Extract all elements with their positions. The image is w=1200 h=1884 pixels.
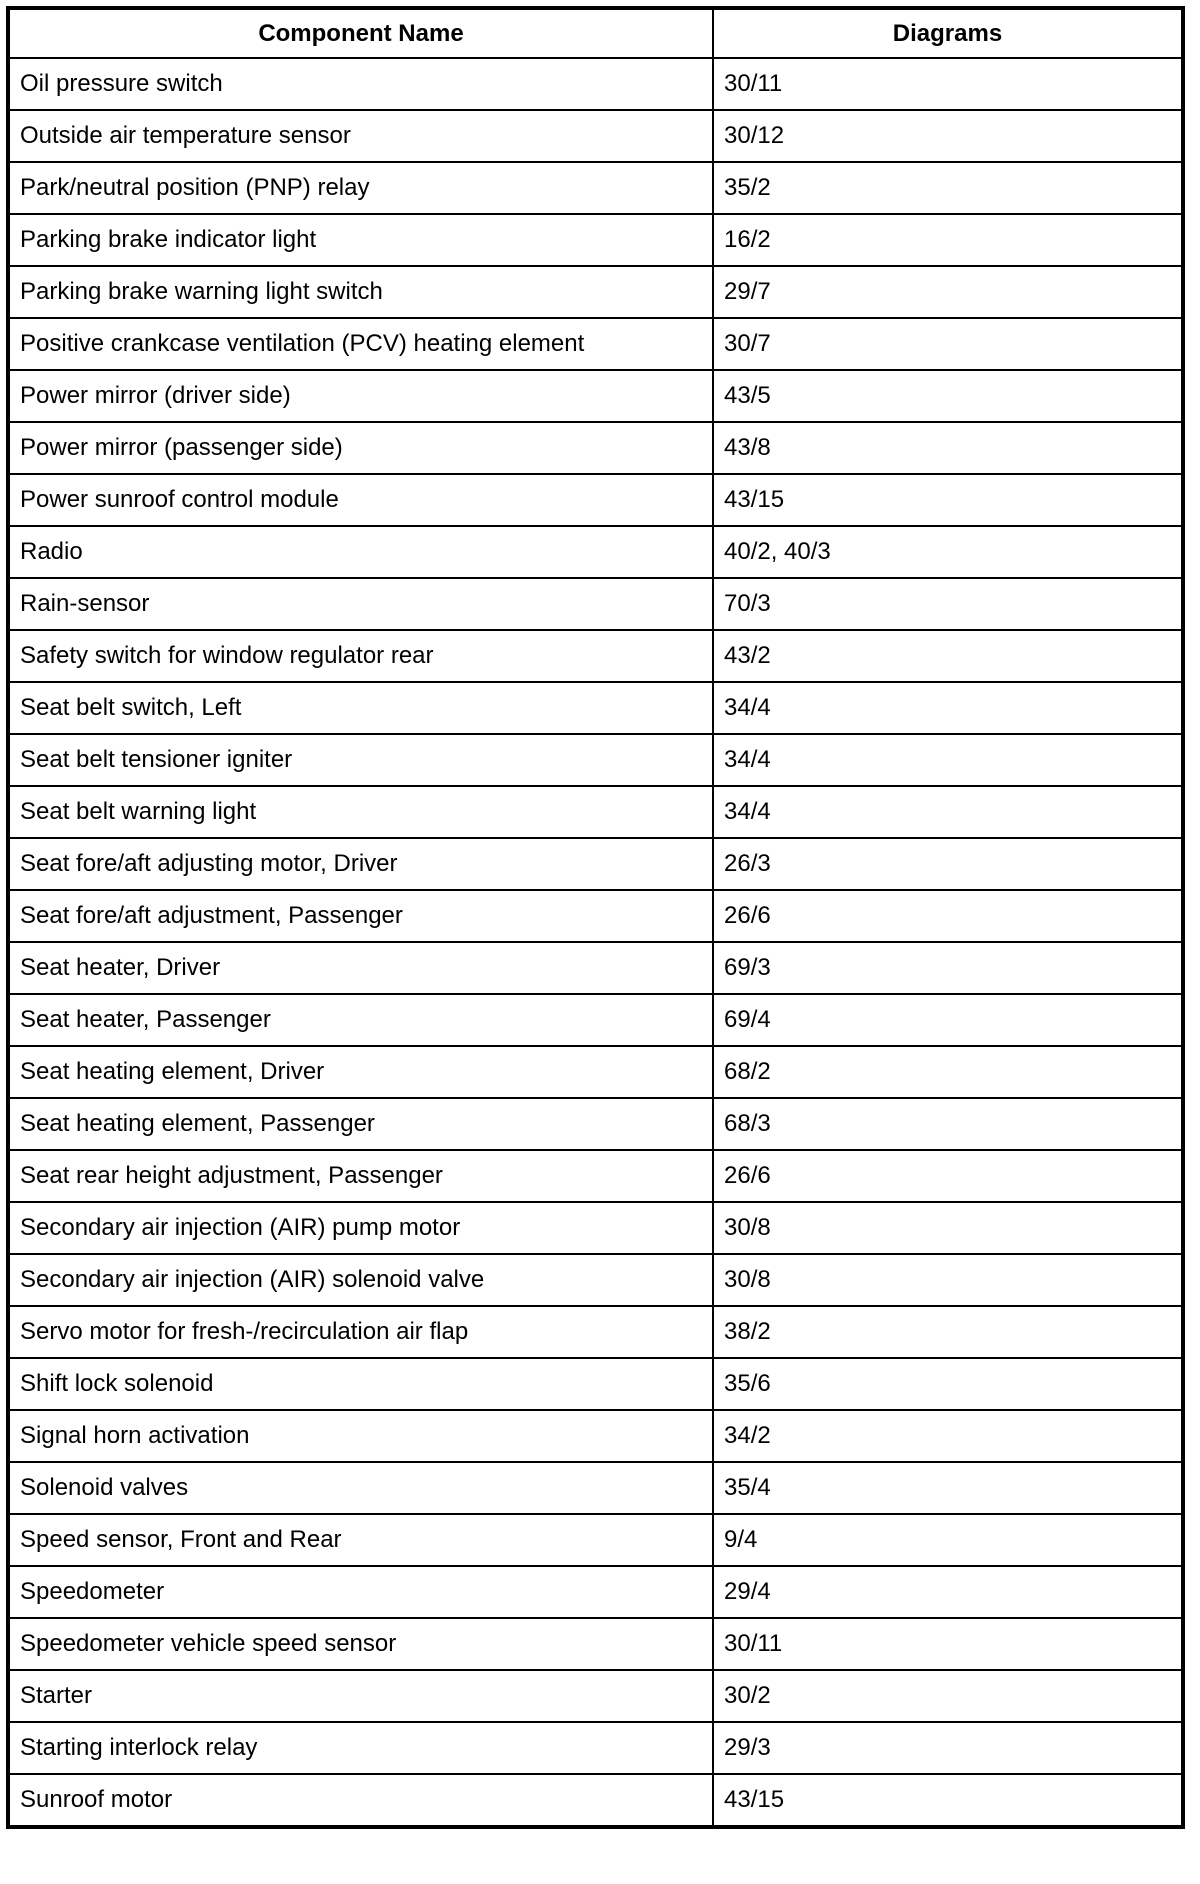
diagrams-cell: 68/2 [713,1046,1183,1098]
table-row [8,1306,1183,1358]
component-name-cell: Power mirror (driver side) [8,370,713,422]
diagrams-cell: 40/2, 40/3 [713,526,1183,578]
component-name-cell: Sunroof motor [8,1774,713,1827]
table-row [8,1098,1183,1150]
diagrams-cell: 43/5 [713,370,1183,422]
diagrams-cell: 29/4 [713,1566,1183,1618]
table-row [8,318,1183,370]
component-name-cell: Solenoid valves [8,1462,713,1514]
table-row [8,578,1183,630]
table-row [8,214,1183,266]
component-name-cell: Speedometer [8,1566,713,1618]
component-name-cell: Starter [8,1670,713,1722]
diagrams-cell: 34/4 [713,682,1183,734]
diagrams-cell: 43/15 [713,1774,1183,1827]
table-row [8,786,1183,838]
diagrams-cell: 9/4 [713,1514,1183,1566]
component-name-cell: Parking brake warning light switch [8,266,713,318]
table-row [8,890,1183,942]
diagrams-cell: 30/2 [713,1670,1183,1722]
table-row [8,1410,1183,1462]
header-row [8,8,1183,58]
component-name-cell: Servo motor for fresh-/recirculation air flap [8,1306,713,1358]
table-row [8,734,1183,786]
table-row [8,1462,1183,1514]
table-row [8,1046,1183,1098]
component-name-cell: Positive crankcase ventilation (PCV) heating element [8,318,713,370]
table-row [8,838,1183,890]
component-name-cell: Seat heating element, Driver [8,1046,713,1098]
diagrams-cell: 30/11 [713,1618,1183,1670]
diagrams-cell: 68/3 [713,1098,1183,1150]
component-name-cell: Power sunroof control module [8,474,713,526]
diagrams-cell: 43/8 [713,422,1183,474]
diagrams-cell: 34/4 [713,786,1183,838]
component-name-cell: Secondary air injection (AIR) solenoid valve [8,1254,713,1306]
diagrams-cell: 26/6 [713,1150,1183,1202]
table-row [8,942,1183,994]
diagrams-cell: 30/11 [713,58,1183,110]
diagrams-cell: 34/2 [713,1410,1183,1462]
diagrams-cell: 43/2 [713,630,1183,682]
diagrams-cell: 38/2 [713,1306,1183,1358]
diagrams-cell: 69/4 [713,994,1183,1046]
component-name-cell: Oil pressure switch [8,58,713,110]
component-name-cell: Seat heater, Driver [8,942,713,994]
table-row [8,1514,1183,1566]
table-row [8,1670,1183,1722]
diagrams-cell: 35/6 [713,1358,1183,1410]
header-component-name: Component Name [8,8,713,58]
table-row [8,474,1183,526]
component-name-cell: Speed sensor, Front and Rear [8,1514,713,1566]
table-row [8,1150,1183,1202]
table-row [8,630,1183,682]
component-name-cell: Seat belt warning light [8,786,713,838]
component-diagram-table [6,6,1185,1829]
component-name-cell: Shift lock solenoid [8,1358,713,1410]
table-row [8,1566,1183,1618]
table-row [8,1774,1183,1827]
diagrams-cell: 30/8 [713,1254,1183,1306]
table-row [8,526,1183,578]
component-name-cell: Power mirror (passenger side) [8,422,713,474]
table-row [8,1722,1183,1774]
table-row [8,994,1183,1046]
document-page [6,6,1181,1829]
component-name-cell: Seat belt switch, Left [8,682,713,734]
diagrams-cell: 30/12 [713,110,1183,162]
component-name-cell: Seat belt tensioner igniter [8,734,713,786]
diagrams-cell: 43/15 [713,474,1183,526]
table-row [8,1254,1183,1306]
component-name-cell: Seat heating element, Passenger [8,1098,713,1150]
component-name-cell: Seat heater, Passenger [8,994,713,1046]
component-name-cell: Seat fore/aft adjusting motor, Driver [8,838,713,890]
table-row [8,110,1183,162]
component-name-cell: Starting interlock relay [8,1722,713,1774]
component-name-cell: Speedometer vehicle speed sensor [8,1618,713,1670]
diagrams-cell: 29/3 [713,1722,1183,1774]
table-row [8,162,1183,214]
table-row [8,682,1183,734]
table-row [8,58,1183,110]
component-name-cell: Radio [8,526,713,578]
diagrams-cell: 30/7 [713,318,1183,370]
table-row [8,1202,1183,1254]
diagrams-cell: 35/4 [713,1462,1183,1514]
header-diagrams: Diagrams [713,8,1183,58]
component-name-cell: Signal horn activation [8,1410,713,1462]
table-row [8,266,1183,318]
component-name-cell: Seat fore/aft adjustment, Passenger [8,890,713,942]
diagrams-cell: 35/2 [713,162,1183,214]
diagrams-cell: 34/4 [713,734,1183,786]
diagrams-cell: 69/3 [713,942,1183,994]
table-row [8,370,1183,422]
component-name-cell: Seat rear height adjustment, Passenger [8,1150,713,1202]
component-name-cell: Outside air temperature sensor [8,110,713,162]
diagrams-cell: 29/7 [713,266,1183,318]
diagrams-cell: 26/3 [713,838,1183,890]
diagrams-cell: 30/8 [713,1202,1183,1254]
diagrams-cell: 26/6 [713,890,1183,942]
component-name-cell: Safety switch for window regulator rear [8,630,713,682]
component-name-cell: Park/neutral position (PNP) relay [8,162,713,214]
table-row [8,422,1183,474]
table-row [8,1358,1183,1410]
table-row [8,1618,1183,1670]
table-header [8,8,1183,58]
table-body [8,58,1183,1827]
component-name-cell: Parking brake indicator light [8,214,713,266]
diagrams-cell: 70/3 [713,578,1183,630]
component-name-cell: Rain-sensor [8,578,713,630]
component-name-cell: Secondary air injection (AIR) pump motor [8,1202,713,1254]
diagrams-cell: 16/2 [713,214,1183,266]
